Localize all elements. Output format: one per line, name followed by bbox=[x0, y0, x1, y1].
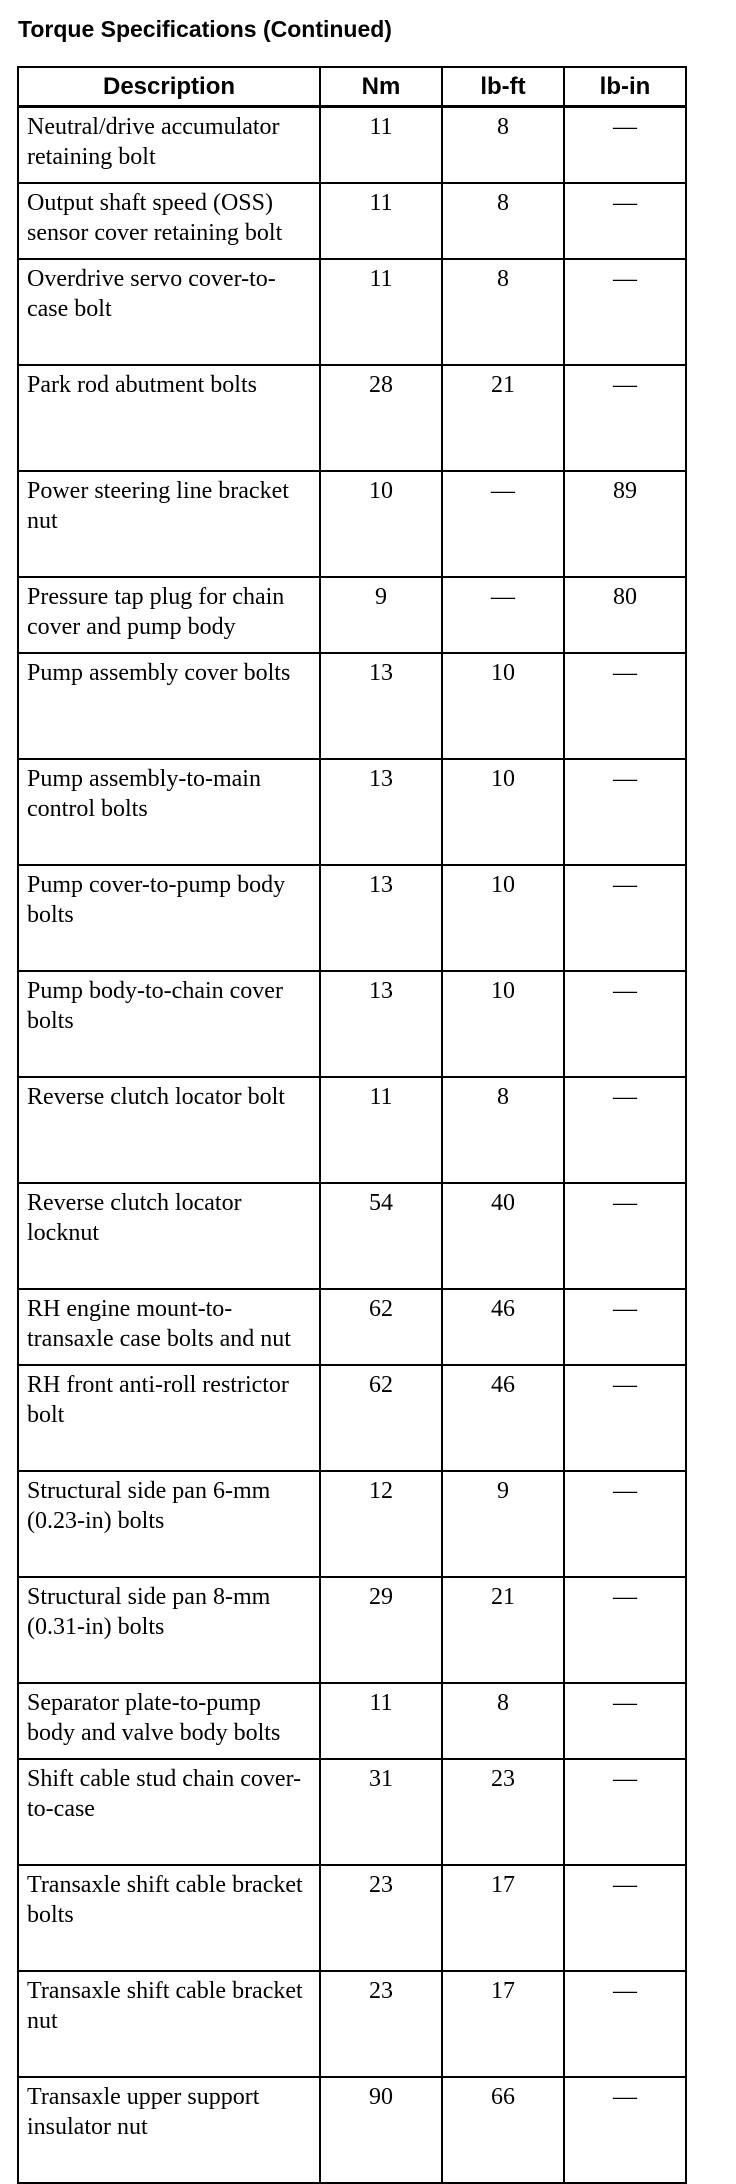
cell-lbin: — bbox=[564, 2077, 686, 2183]
cell-description: Output shaft speed (OSS) sensor cover retaining bolt bbox=[18, 183, 320, 259]
cell-nm: 62 bbox=[320, 1365, 442, 1471]
cell-lbft: 21 bbox=[442, 1577, 564, 1683]
cell-nm: 11 bbox=[320, 1683, 442, 1759]
table-row bbox=[18, 365, 686, 471]
table-row bbox=[18, 865, 686, 971]
table-row bbox=[18, 1077, 686, 1183]
cell-nm: 9 bbox=[320, 577, 442, 653]
cell-lbin: — bbox=[564, 1183, 686, 1289]
cell-lbft: 66 bbox=[442, 2077, 564, 2183]
table-row bbox=[18, 1683, 686, 1759]
table-row bbox=[18, 1365, 686, 1471]
table-row bbox=[18, 183, 686, 259]
cell-description: RH front anti-roll restrictor bolt bbox=[18, 1365, 320, 1471]
cell-lbin: — bbox=[564, 1577, 686, 1683]
cell-lbft: 21 bbox=[442, 365, 564, 471]
table-row bbox=[18, 577, 686, 653]
cell-lbin: — bbox=[564, 653, 686, 759]
cell-nm: 23 bbox=[320, 1865, 442, 1971]
cell-lbft: 10 bbox=[442, 653, 564, 759]
cell-nm: 13 bbox=[320, 653, 442, 759]
cell-nm: 54 bbox=[320, 1183, 442, 1289]
table-row bbox=[18, 1759, 686, 1865]
table-row bbox=[18, 1865, 686, 1971]
header-description: Description bbox=[18, 67, 320, 107]
cell-lbin: — bbox=[564, 1865, 686, 1971]
cell-lbft: 8 bbox=[442, 1077, 564, 1183]
cell-lbft: — bbox=[442, 577, 564, 653]
table-row bbox=[18, 1289, 686, 1365]
cell-lbin: — bbox=[564, 1077, 686, 1183]
cell-lbft: 23 bbox=[442, 1759, 564, 1865]
cell-description: Pump assembly cover bolts bbox=[18, 653, 320, 759]
cell-description: Overdrive servo cover-to-case bolt bbox=[18, 259, 320, 365]
cell-description: Power steering line bracket nut bbox=[18, 471, 320, 577]
cell-description: Transaxle shift cable bracket bolts bbox=[18, 1865, 320, 1971]
cell-lbft: 17 bbox=[442, 1971, 564, 2077]
cell-lbin: — bbox=[564, 1759, 686, 1865]
cell-nm: 10 bbox=[320, 471, 442, 577]
cell-nm: 11 bbox=[320, 259, 442, 365]
cell-nm: 23 bbox=[320, 1971, 442, 2077]
cell-lbft: 17 bbox=[442, 1865, 564, 1971]
cell-lbin: 89 bbox=[564, 471, 686, 577]
cell-nm: 11 bbox=[320, 107, 442, 184]
cell-description: Pump cover-to-pump body bolts bbox=[18, 865, 320, 971]
cell-lbft: 46 bbox=[442, 1365, 564, 1471]
cell-nm: 13 bbox=[320, 971, 442, 1077]
table-row bbox=[18, 1471, 686, 1577]
cell-lbft: 46 bbox=[442, 1289, 564, 1365]
cell-nm: 29 bbox=[320, 1577, 442, 1683]
cell-lbft: 8 bbox=[442, 259, 564, 365]
cell-lbft: 40 bbox=[442, 1183, 564, 1289]
cell-lbin: — bbox=[564, 1365, 686, 1471]
cell-description: Separator plate-to-pump body and valve body bolts bbox=[18, 1683, 320, 1759]
page-title: Torque Specifications (Continued) bbox=[18, 16, 392, 42]
cell-lbft: 10 bbox=[442, 971, 564, 1077]
cell-lbft: 8 bbox=[442, 183, 564, 259]
cell-nm: 11 bbox=[320, 1077, 442, 1183]
cell-lbin: — bbox=[564, 971, 686, 1077]
header-lbin: lb-in bbox=[564, 67, 686, 107]
cell-lbin: — bbox=[564, 259, 686, 365]
cell-description: Reverse clutch locator locknut bbox=[18, 1183, 320, 1289]
cell-nm: 13 bbox=[320, 865, 442, 971]
cell-description: Transaxle upper support insulator nut bbox=[18, 2077, 320, 2183]
cell-lbft: 8 bbox=[442, 1683, 564, 1759]
cell-description: Shift cable stud chain cover-to-case bbox=[18, 1759, 320, 1865]
cell-lbin: 80 bbox=[564, 577, 686, 653]
header-nm: Nm bbox=[320, 67, 442, 107]
cell-description: Pump body-to-chain cover bolts bbox=[18, 971, 320, 1077]
cell-lbin: — bbox=[564, 865, 686, 971]
cell-nm: 31 bbox=[320, 1759, 442, 1865]
table-row bbox=[18, 1971, 686, 2077]
table-row bbox=[18, 1183, 686, 1289]
cell-description: Structural side pan 6-mm (0.23-in) bolts bbox=[18, 1471, 320, 1577]
cell-nm: 62 bbox=[320, 1289, 442, 1365]
torque-spec-table bbox=[17, 66, 687, 2184]
cell-lbin: — bbox=[564, 1471, 686, 1577]
cell-nm: 12 bbox=[320, 1471, 442, 1577]
table-row bbox=[18, 1577, 686, 1683]
table-row bbox=[18, 759, 686, 865]
table-row bbox=[18, 653, 686, 759]
cell-lbft: 9 bbox=[442, 1471, 564, 1577]
table-row bbox=[18, 971, 686, 1077]
table-row bbox=[18, 471, 686, 577]
cell-nm: 90 bbox=[320, 2077, 442, 2183]
table-row bbox=[18, 2077, 686, 2183]
cell-lbin: — bbox=[564, 1683, 686, 1759]
cell-description: RH engine mount-to-transaxle case bolts and nut bbox=[18, 1289, 320, 1365]
cell-lbin: — bbox=[564, 1971, 686, 2077]
cell-lbin: — bbox=[564, 183, 686, 259]
cell-description: Structural side pan 8-mm (0.31-in) bolts bbox=[18, 1577, 320, 1683]
cell-lbin: — bbox=[564, 759, 686, 865]
cell-nm: 28 bbox=[320, 365, 442, 471]
cell-lbft: — bbox=[442, 471, 564, 577]
table-header-row bbox=[18, 67, 686, 107]
cell-description: Reverse clutch locator bolt bbox=[18, 1077, 320, 1183]
cell-description: Transaxle shift cable bracket nut bbox=[18, 1971, 320, 2077]
cell-nm: 11 bbox=[320, 183, 442, 259]
cell-nm: 13 bbox=[320, 759, 442, 865]
cell-lbft: 10 bbox=[442, 759, 564, 865]
cell-lbin: — bbox=[564, 365, 686, 471]
cell-lbin: — bbox=[564, 107, 686, 184]
cell-description: Pump assembly-to-main control bolts bbox=[18, 759, 320, 865]
cell-description: Neutral/drive accumulator retaining bolt bbox=[18, 107, 320, 184]
cell-lbin: — bbox=[564, 1289, 686, 1365]
cell-description: Pressure tap plug for chain cover and pump body bbox=[18, 577, 320, 653]
cell-lbft: 10 bbox=[442, 865, 564, 971]
cell-lbft: 8 bbox=[442, 107, 564, 184]
header-lbft: lb-ft bbox=[442, 67, 564, 107]
table-row bbox=[18, 107, 686, 184]
table-row bbox=[18, 259, 686, 365]
cell-description: Park rod abutment bolts bbox=[18, 365, 320, 471]
